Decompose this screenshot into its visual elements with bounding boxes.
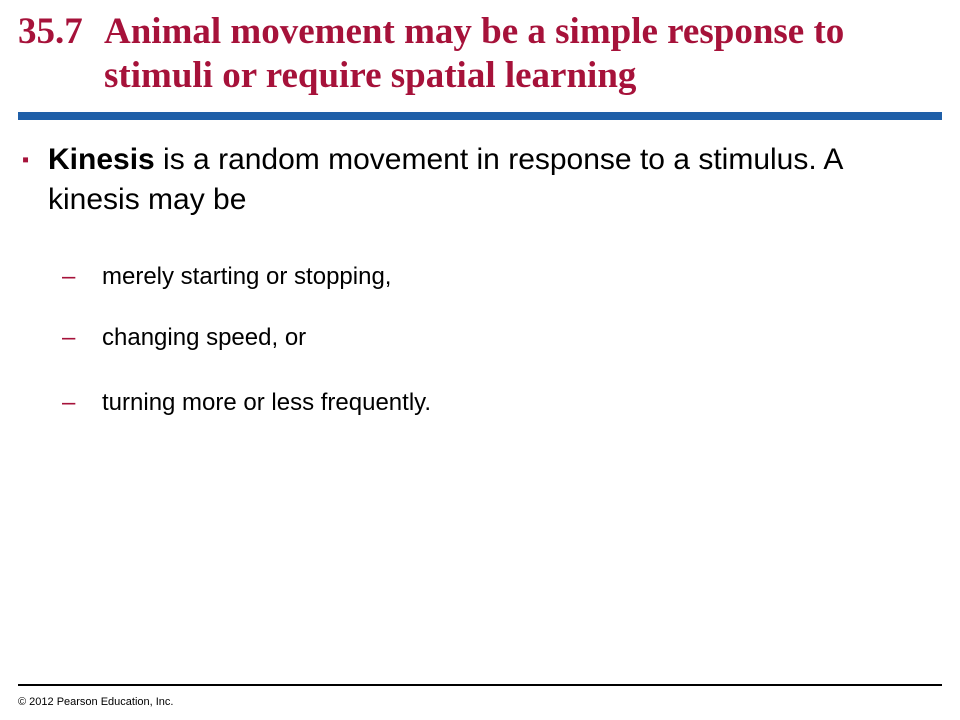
sub-bullet (62, 323, 862, 353)
square-bullet-icon: ▪ (22, 149, 30, 171)
title-text: Animal movement may be a simple response to stimuli or require spatial learning (104, 11, 845, 96)
slide-title (18, 10, 948, 98)
dash-bullet-icon: – (62, 324, 76, 351)
bullet-text (48, 140, 922, 220)
dash-bullet-icon: – (62, 389, 76, 416)
sub-bullet (62, 262, 862, 292)
sub-bullet-text: merely starting or stopping, (102, 263, 392, 290)
sub-bullet-text: changing speed, or (102, 324, 307, 351)
main-bullet (22, 140, 922, 220)
section-number: 35.7 (18, 11, 83, 52)
copyright-notice: © 2012 Pearson Education, Inc. (18, 696, 174, 708)
sub-bullet (62, 388, 862, 418)
bullet-term: Kinesis (48, 143, 155, 176)
footer-divider (18, 684, 942, 686)
bullet-body: is a random movement in response to a stimulus. A kinesis may be (48, 143, 842, 216)
sub-bullet-text: turning more or less frequently. (102, 389, 432, 416)
title-divider (18, 112, 942, 120)
dash-bullet-icon: – (62, 263, 76, 290)
